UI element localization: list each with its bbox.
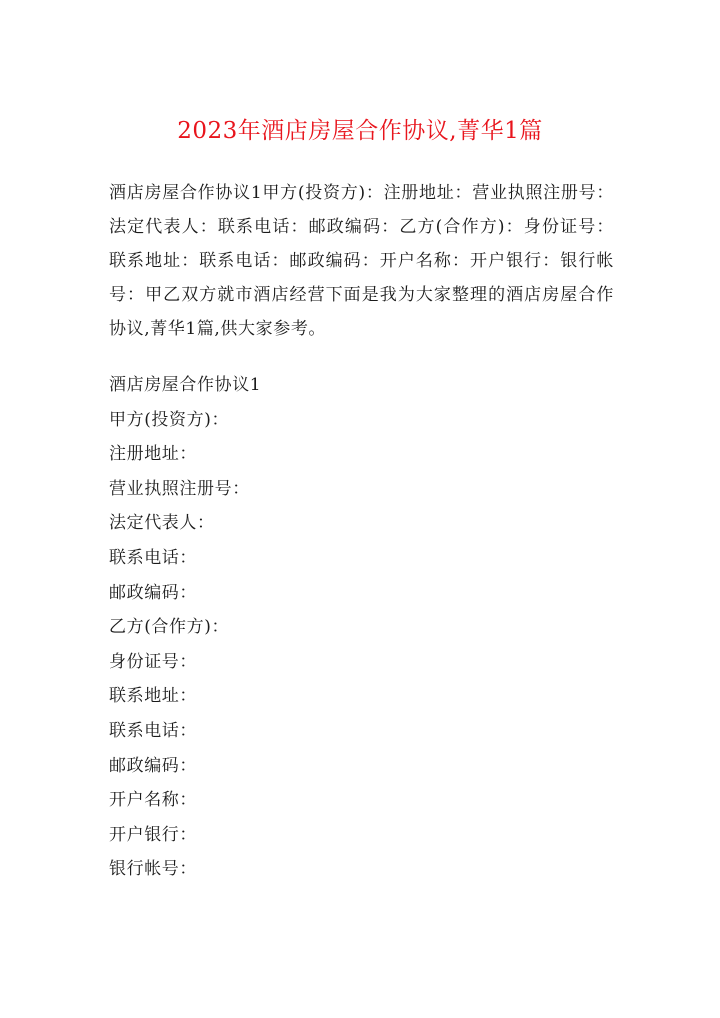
party-a-phone-label: 联系电话：	[109, 547, 197, 568]
contact-address-label: 联系地址：	[109, 686, 197, 707]
party-b-postcode-label: 邮政编码：	[109, 755, 197, 776]
bank-name-label: 开户银行：	[109, 824, 197, 845]
bank-account-label: 银行帐号：	[109, 859, 197, 880]
party-a-postcode-label: 邮政编码：	[109, 582, 197, 603]
business-license-label: 营业执照注册号：	[109, 478, 250, 499]
party-b-phone-label: 联系电话：	[109, 720, 197, 741]
account-name-label: 开户名称：	[109, 790, 197, 811]
party-a-label: 甲方(投资方)：	[109, 409, 230, 430]
document-title: 2023年酒店房屋合作协议,菁华1篇	[177, 118, 543, 144]
agreement-fields-list	[109, 368, 261, 887]
intro-paragraph: 酒店房屋合作协议1甲方(投资方)：注册地址：营业执照注册号：法定代表人：联系电话：邮政编码：乙方(合作方)：身份证号：联系地址：联系电话：邮政编码：开户名称：开户银行：银行帐号：甲乙双方就市酒店经营下面是我为大家整理的酒店房屋合作协议,菁华1篇,供大家参考。	[109, 183, 614, 339]
section-heading: 酒店房屋合作协议1	[109, 375, 262, 395]
id-number-label: 身份证号：	[109, 651, 197, 672]
legal-representative-label: 法定代表人：	[109, 513, 215, 534]
party-b-label: 乙方(合作方)：	[109, 617, 230, 638]
registered-address-label: 注册地址：	[109, 444, 197, 465]
